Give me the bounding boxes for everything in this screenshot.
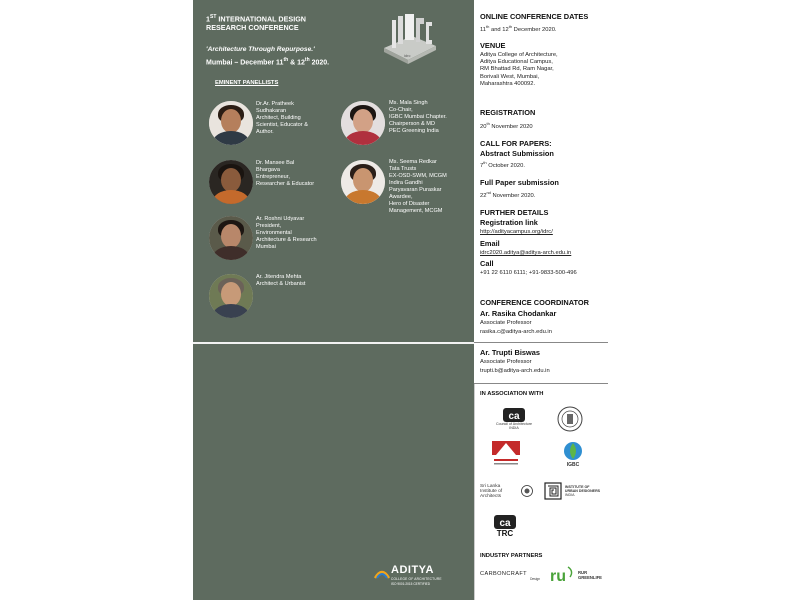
panelist-6-info <box>389 159 447 215</box>
dates-prefix: Mumbai – December 11 <box>206 59 284 67</box>
panelist-6-line: Tata Trusts <box>389 166 417 172</box>
panelist-2-line: Entrepreneur, <box>256 174 290 180</box>
slia-emblem-icon <box>521 485 533 497</box>
panelist-6-line: Paryavaran Puraskar <box>389 187 442 193</box>
panelist-1-line: Sudhakaran <box>256 108 287 114</box>
iudi-logo <box>540 480 604 502</box>
svg-text:ru: ru <box>550 568 567 585</box>
panelist-6-line: EX-OSD-SWM, MCGM <box>389 173 447 179</box>
abstract-heading: Abstract Submission <box>480 149 554 158</box>
panelist-2-photo <box>209 160 253 204</box>
panelist-6-line: Awardee, <box>389 194 413 200</box>
industry-partners-heading: INDUSTRY PARTNERS <box>480 553 543 559</box>
abstract-date <box>480 159 606 170</box>
panelist-5-line: Co-Chair, <box>389 107 413 113</box>
online-date-1: 11 <box>480 26 487 33</box>
rur-leaf-icon <box>550 563 576 587</box>
panelist-1-line: Architect, Building <box>256 115 301 121</box>
igbc-logo <box>558 436 588 472</box>
iia-logo <box>488 438 524 470</box>
email-link[interactable]: idrc2020.aditya@aditya-arch.edu.in <box>480 250 572 256</box>
coordinator-2-role: Associate Professor <box>480 359 532 365</box>
conference-poster <box>193 0 608 600</box>
panelist-1-line: Dr.Ar. Pratheek <box>256 101 294 107</box>
panelist-3-line: President, <box>256 223 282 229</box>
panelist-4-line: Ar. Jitendra Mehta <box>256 274 302 280</box>
svg-text:ca: ca <box>499 517 511 529</box>
dates-sup2: th <box>304 57 310 63</box>
panelist-4-info <box>256 274 305 288</box>
panelist-1-line: Scientist, Educator & <box>256 122 308 128</box>
fullpaper-heading: Full Paper submission <box>480 178 559 187</box>
rur-line: GREENLIFE <box>578 575 602 580</box>
panelist-5-line: PEC Greening India <box>389 128 439 134</box>
registration-rest: November 2020 <box>489 123 533 130</box>
rur-line: RUR <box>578 570 588 575</box>
panelist-4-line: Architect & Urbanist <box>256 281 306 287</box>
call-for-papers-heading: CALL FOR PAPERS: <box>480 139 552 148</box>
slia-line: Sri Lanka <box>480 483 501 489</box>
title-ordinal: 1 <box>206 14 210 24</box>
panelist-6-line: Hero of Disaster <box>389 201 430 207</box>
coa-emblem-icon <box>503 408 525 422</box>
aditya-logo <box>373 562 463 588</box>
online-date-1-suffix: th <box>486 24 490 29</box>
fullpaper-date <box>480 189 606 200</box>
panel-divider <box>193 342 474 344</box>
fullpaper-day: 22 <box>480 192 487 199</box>
panelist-2-line: Bhargava <box>256 167 280 173</box>
aditya-certification: ISO 9001:2015 CERTIFIED <box>391 582 431 586</box>
panelist-5-line: Chairperson & MD <box>389 121 436 127</box>
registration-link[interactable]: http://adityacampus.org/idrc/ <box>480 229 553 235</box>
panelist-5-line: IGBC Mumbai Chapter. <box>389 114 447 120</box>
abstract-rest: October 2020. <box>486 162 525 169</box>
online-dates-heading: ONLINE CONFERENCE DATES <box>480 12 589 21</box>
coa-text: Council of Architecture <box>496 422 532 426</box>
online-date-rest: December 2020. <box>512 26 557 33</box>
rur-greenlife-logo <box>546 560 606 590</box>
left-panel <box>193 0 474 600</box>
carboncraft-text: CARBONCRAFT <box>480 571 527 577</box>
venue-line: Maharashtra 400092. <box>480 80 536 87</box>
trc-emblem-icon <box>494 515 516 529</box>
title-line2: RESEARCH CONFERENCE <box>206 23 299 33</box>
panelist-1-info <box>256 101 308 136</box>
registration-date <box>480 120 606 131</box>
panelist-3-info <box>256 216 317 251</box>
coordinator-1-email: rasika.c@aditya-arch.edu.in <box>480 329 552 335</box>
fullpaper-day-suffix: nd <box>486 190 491 195</box>
panelist-2-line: Dr. Mansee Bal <box>256 160 295 166</box>
panelist-1-photo <box>209 101 253 145</box>
panelist-6-line: Ms. Seema Redkar <box>389 159 437 165</box>
venue-heading: VENUE <box>480 41 506 50</box>
panelist-3-photo <box>209 216 253 260</box>
phone-numbers: +91 22 6110 6111; +91-9833-500-496 <box>480 270 577 276</box>
coordinator-2-email: trupti.b@aditya-arch.edu.in <box>480 368 550 374</box>
iudi-line: INDIA <box>564 493 575 497</box>
aditya-subtitle: COLLEGE OF ARCHITECTURE <box>391 577 442 581</box>
email-heading: Email <box>480 239 500 248</box>
coordinator-heading: CONFERENCE COORDINATOR <box>480 298 589 307</box>
panelist-4-photo <box>209 274 253 318</box>
coa-logo <box>488 404 540 434</box>
conference-dates <box>206 57 329 66</box>
panelist-5-line: Ms. Mala Singh <box>389 100 428 106</box>
registration-heading: REGISTRATION <box>480 108 536 117</box>
registration-link-heading: Registration link <box>480 218 538 227</box>
right-panel <box>474 0 608 600</box>
venue-line: Borivali West, Mumbai, <box>480 73 540 80</box>
dates-mid: & 12 <box>288 59 305 67</box>
carboncraft-logo <box>480 568 540 584</box>
venue-line: Aditya College of Architecture, <box>480 52 558 58</box>
trc-logo <box>488 510 522 542</box>
coa-country: INDIA <box>509 426 519 430</box>
association-heading: IN ASSOCIATION WITH <box>480 391 544 397</box>
panelist-5-info <box>389 100 447 135</box>
abstract-day: 7 <box>480 162 484 169</box>
igbc-text: IGBC <box>566 462 580 468</box>
seal-icon <box>557 406 583 432</box>
panelist-6-line: Indira Gandhi <box>389 180 423 186</box>
igbc-leaf-icon <box>563 440 583 462</box>
title-line1: INTERNATIONAL DESIGN <box>216 14 306 24</box>
fullpaper-rest: November 2020. <box>490 192 536 199</box>
panelist-5-photo <box>341 101 385 145</box>
aditya-name: ADITYA <box>391 564 434 576</box>
abstract-day-suffix: th <box>483 160 487 165</box>
iia-emblem-icon <box>490 439 522 469</box>
online-date-2-suffix: th <box>508 24 513 29</box>
venue-line: Aditya Educational Campus, <box>480 59 553 66</box>
panelist-3-line: Mumbai <box>256 244 276 250</box>
venue-line: RM Bhattad Rd, Ram Nagar, <box>480 66 554 73</box>
panelist-6-line: Management, MCGM <box>389 208 443 214</box>
call-heading: Call <box>480 259 494 268</box>
dates-suffix: 2020. <box>309 59 330 67</box>
panelists-heading: EMINENT PANELLISTS <box>215 80 279 86</box>
panelist-3-line: Ar. Roshni Udyavar <box>256 216 305 222</box>
aditya-emblem-icon <box>373 564 391 582</box>
trc-text: TRC <box>496 528 514 538</box>
coordinator-2-name: Ar. Trupti Biswas <box>480 348 540 357</box>
panelist-3-line: Architecture & Research <box>256 237 317 243</box>
svg-text:ca: ca <box>508 411 520 422</box>
panelist-2-info <box>256 160 314 188</box>
panelist-1-line: Author. <box>256 129 274 135</box>
conference-title <box>206 13 386 32</box>
idrc-logo <box>378 10 438 66</box>
slia-line: Architects <box>480 493 502 499</box>
government-seal-logo <box>556 405 584 433</box>
registration-day-suffix: th <box>486 121 490 126</box>
further-details-heading: FURTHER DETAILS <box>480 208 549 217</box>
carboncraft-sub: Design <box>530 577 540 581</box>
iudi-emblem-icon <box>544 482 562 500</box>
registration-day: 20 <box>480 123 487 130</box>
slia-line: Institute of <box>480 488 503 494</box>
panelist-3-line: Environmental <box>256 230 292 236</box>
conference-theme: 'Architecture Through Repurpose.' <box>206 46 315 53</box>
online-date-2: and 12 <box>489 26 509 33</box>
panelist-6-photo <box>341 160 385 204</box>
coordinator-1-name: Ar. Rasika Chodankar <box>480 309 557 318</box>
coordinator-1-role: Associate Professor <box>480 320 532 326</box>
online-dates <box>480 23 606 34</box>
coordinator-divider <box>474 342 608 343</box>
iudi-line: URBAN DESIGNERS <box>564 489 601 493</box>
idrc-logo-text: idrc <box>404 53 411 58</box>
venue-address <box>480 52 606 88</box>
panelist-2-line: Researcher & Educator <box>256 181 315 187</box>
iudi-line: INSTITUTE OF <box>564 485 590 489</box>
dates-sup1: th <box>283 57 289 63</box>
title-ordinal-suffix: ST <box>210 14 217 20</box>
